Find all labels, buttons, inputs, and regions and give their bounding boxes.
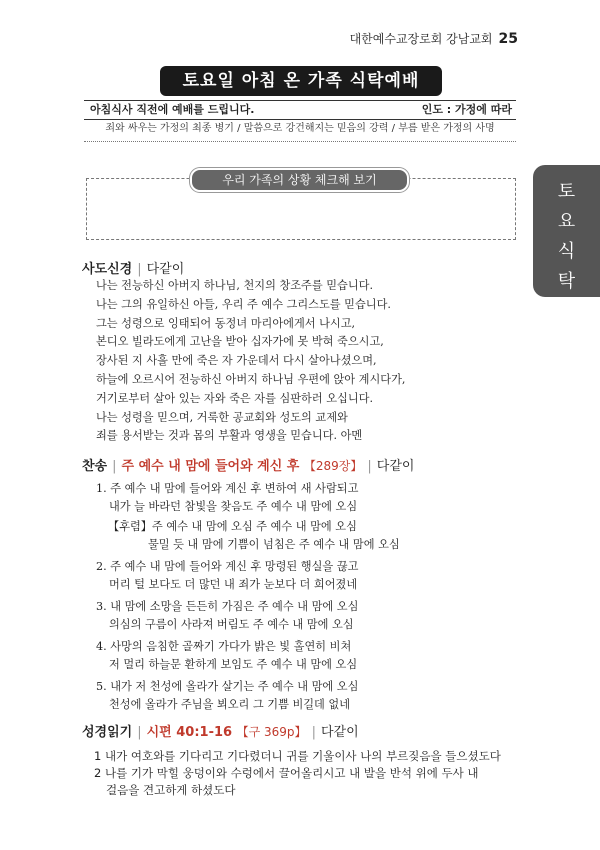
hymn-heading: 찬송 | 주 예수 내 맘에 들어와 계신 후 【289장】 | 다같이 — [82, 459, 415, 474]
creed-title: 사도신경 — [82, 262, 133, 277]
creed-line: 장사된 지 사흘 만에 죽은 자 가운데서 다시 살아나셨으며, — [96, 354, 377, 368]
church-name: 대한예수교장로회 강남교회 — [349, 32, 493, 46]
reading-heading: 성경읽기 | 시편 40:1-16 【구 369p】 | 다같이 — [82, 725, 359, 740]
reading-title: 시편 40:1-16 — [146, 725, 233, 740]
hymn-number: 【289장】 — [303, 459, 363, 473]
subtitle-right: 인도 : 가정에 따라 — [421, 103, 512, 116]
hymn-mode: 다같이 — [376, 459, 415, 474]
side-tab-char: 탁 — [557, 271, 576, 292]
reading-verse: 1 내가 여호와를 기다리고 기다렸더니 귀를 기울이사 나의 부르짖음을 들으셨도다 — [94, 749, 501, 763]
reading-mode: 다같이 — [320, 725, 359, 740]
chorus-line: 【후렴】주 예수 내 맘에 오심 주 예수 내 맘에 오심 — [108, 520, 357, 533]
hymn-verse — [96, 558, 536, 593]
creed-line: 본디오 빌라도에게 고난을 받아 십자가에 못 박혀 죽으시고, — [96, 335, 384, 349]
creed-heading: 사도신경 | 다같이 — [82, 262, 185, 277]
page-header — [350, 30, 518, 47]
side-tab — [533, 165, 600, 352]
hymn-verse — [96, 598, 536, 633]
creed-line: 하늘에 오르시어 전능하신 아버지 하나님 우편에 앉아 계시다가, — [96, 372, 406, 386]
reading-text — [94, 748, 534, 798]
creed-line: 거기로부터 살아 있는 자와 죽은 자를 심판하러 오십니다. — [96, 391, 374, 405]
hymn-chorus — [108, 518, 538, 553]
hymn-title: 주 예수 내 맘에 들어와 계신 후 — [121, 459, 300, 474]
hymn-verse — [96, 678, 536, 713]
creed-line: 그는 성령으로 잉태되어 동정녀 마리아에게서 나시고, — [96, 316, 356, 330]
creed-line: 나는 성령을 믿으며, 거룩한 공교회와 성도의 교제와 — [96, 410, 348, 424]
chorus-line: 물밀 듯 내 맘에 기쁨이 넘침은 주 예수 내 맘에 오심 — [148, 537, 400, 551]
side-tab-char: 요 — [557, 211, 576, 232]
hymn-verse-line: 내가 늘 바라던 참빛을 찾음도 주 예수 내 맘에 오심 — [109, 499, 358, 513]
creed-line: 나는 전능하신 아버지 하나님, 천지의 창조주를 믿습니다. — [96, 279, 374, 292]
side-tab-char: 토 — [557, 181, 576, 202]
reading-verse: 걸음을 견고하게 하셨도다 — [106, 782, 236, 797]
hymn-verse — [96, 480, 536, 515]
page-number: 25 — [498, 31, 518, 47]
creed-line: 죄를 용서받는 것과 몸의 부활과 영생을 믿습니다. 아멘 — [96, 429, 363, 443]
hymn-verse-line: 5. 내가 저 천성에 올라가 살기는 주 예수 내 맘에 오심 — [96, 680, 359, 693]
hymn-verse-line: 저 멀리 하늘문 환하게 보임도 주 예수 내 맘에 오심 — [109, 657, 358, 671]
subtitle-left: 아침식사 직전에 예배를 드립니다. — [90, 103, 255, 116]
hymn-verse — [96, 638, 536, 673]
hymn-verse-line: 머리 털 보다도 더 많던 내 죄가 눈보다 더 희어졌네 — [109, 577, 358, 591]
hymn-verse-line: 1. 주 예수 내 맘에 들어와 계신 후 변하여 새 사람되고 — [96, 482, 359, 495]
hymn-verse-line: 2. 주 예수 내 맘에 들어와 계신 후 망령된 행실을 끊고 — [96, 560, 359, 573]
hymn-verse-line: 4. 사망의 음침한 골짜기 가다가 밝은 빛 홀연히 비쳐 — [96, 640, 352, 653]
page-title: 토요일 아침 온 가족 식탁예배 — [160, 66, 442, 96]
creed-mode: 다같이 — [146, 262, 185, 277]
hymn-verse-line: 의심의 구름이 사라져 버림도 주 예수 내 맘에 오심 — [109, 617, 354, 631]
side-tab-char: 식 — [557, 241, 576, 262]
creed-text — [96, 277, 536, 446]
reading-label: 성경읽기 — [82, 725, 133, 740]
subtitle-row — [84, 100, 516, 120]
reading-old-ref: 【구 369p】 — [236, 725, 307, 739]
side-tab-char: 예 — [557, 301, 576, 322]
creed-line: 나는 그의 유일하신 아들, 우리 주 예수 그리스도를 믿습니다. — [96, 297, 391, 311]
themes-line: 죄와 싸우는 가정의 최종 병기 / 말씀으로 강건해지는 믿음의 강력 / 부름 받은 가정의 사명 — [84, 121, 516, 142]
hymn-verse-line: 3. 내 맘에 소망을 든든히 가짐은 주 예수 내 맘에 오심 — [96, 600, 359, 613]
side-tab-char: 배 — [557, 331, 576, 352]
reading-verse: 2 나를 기가 막힐 웅덩이와 수렁에서 끌어올리시고 내 발을 반석 위에 두사 내 — [94, 765, 479, 780]
hymn-label: 찬송 — [82, 459, 108, 474]
hymn-verse-line: 천성에 올라가 주님을 뵈오리 그 기쁨 비길데 없네 — [109, 697, 351, 711]
status-check-label: 우리 가족의 상황 체크해 보기 — [190, 168, 409, 192]
